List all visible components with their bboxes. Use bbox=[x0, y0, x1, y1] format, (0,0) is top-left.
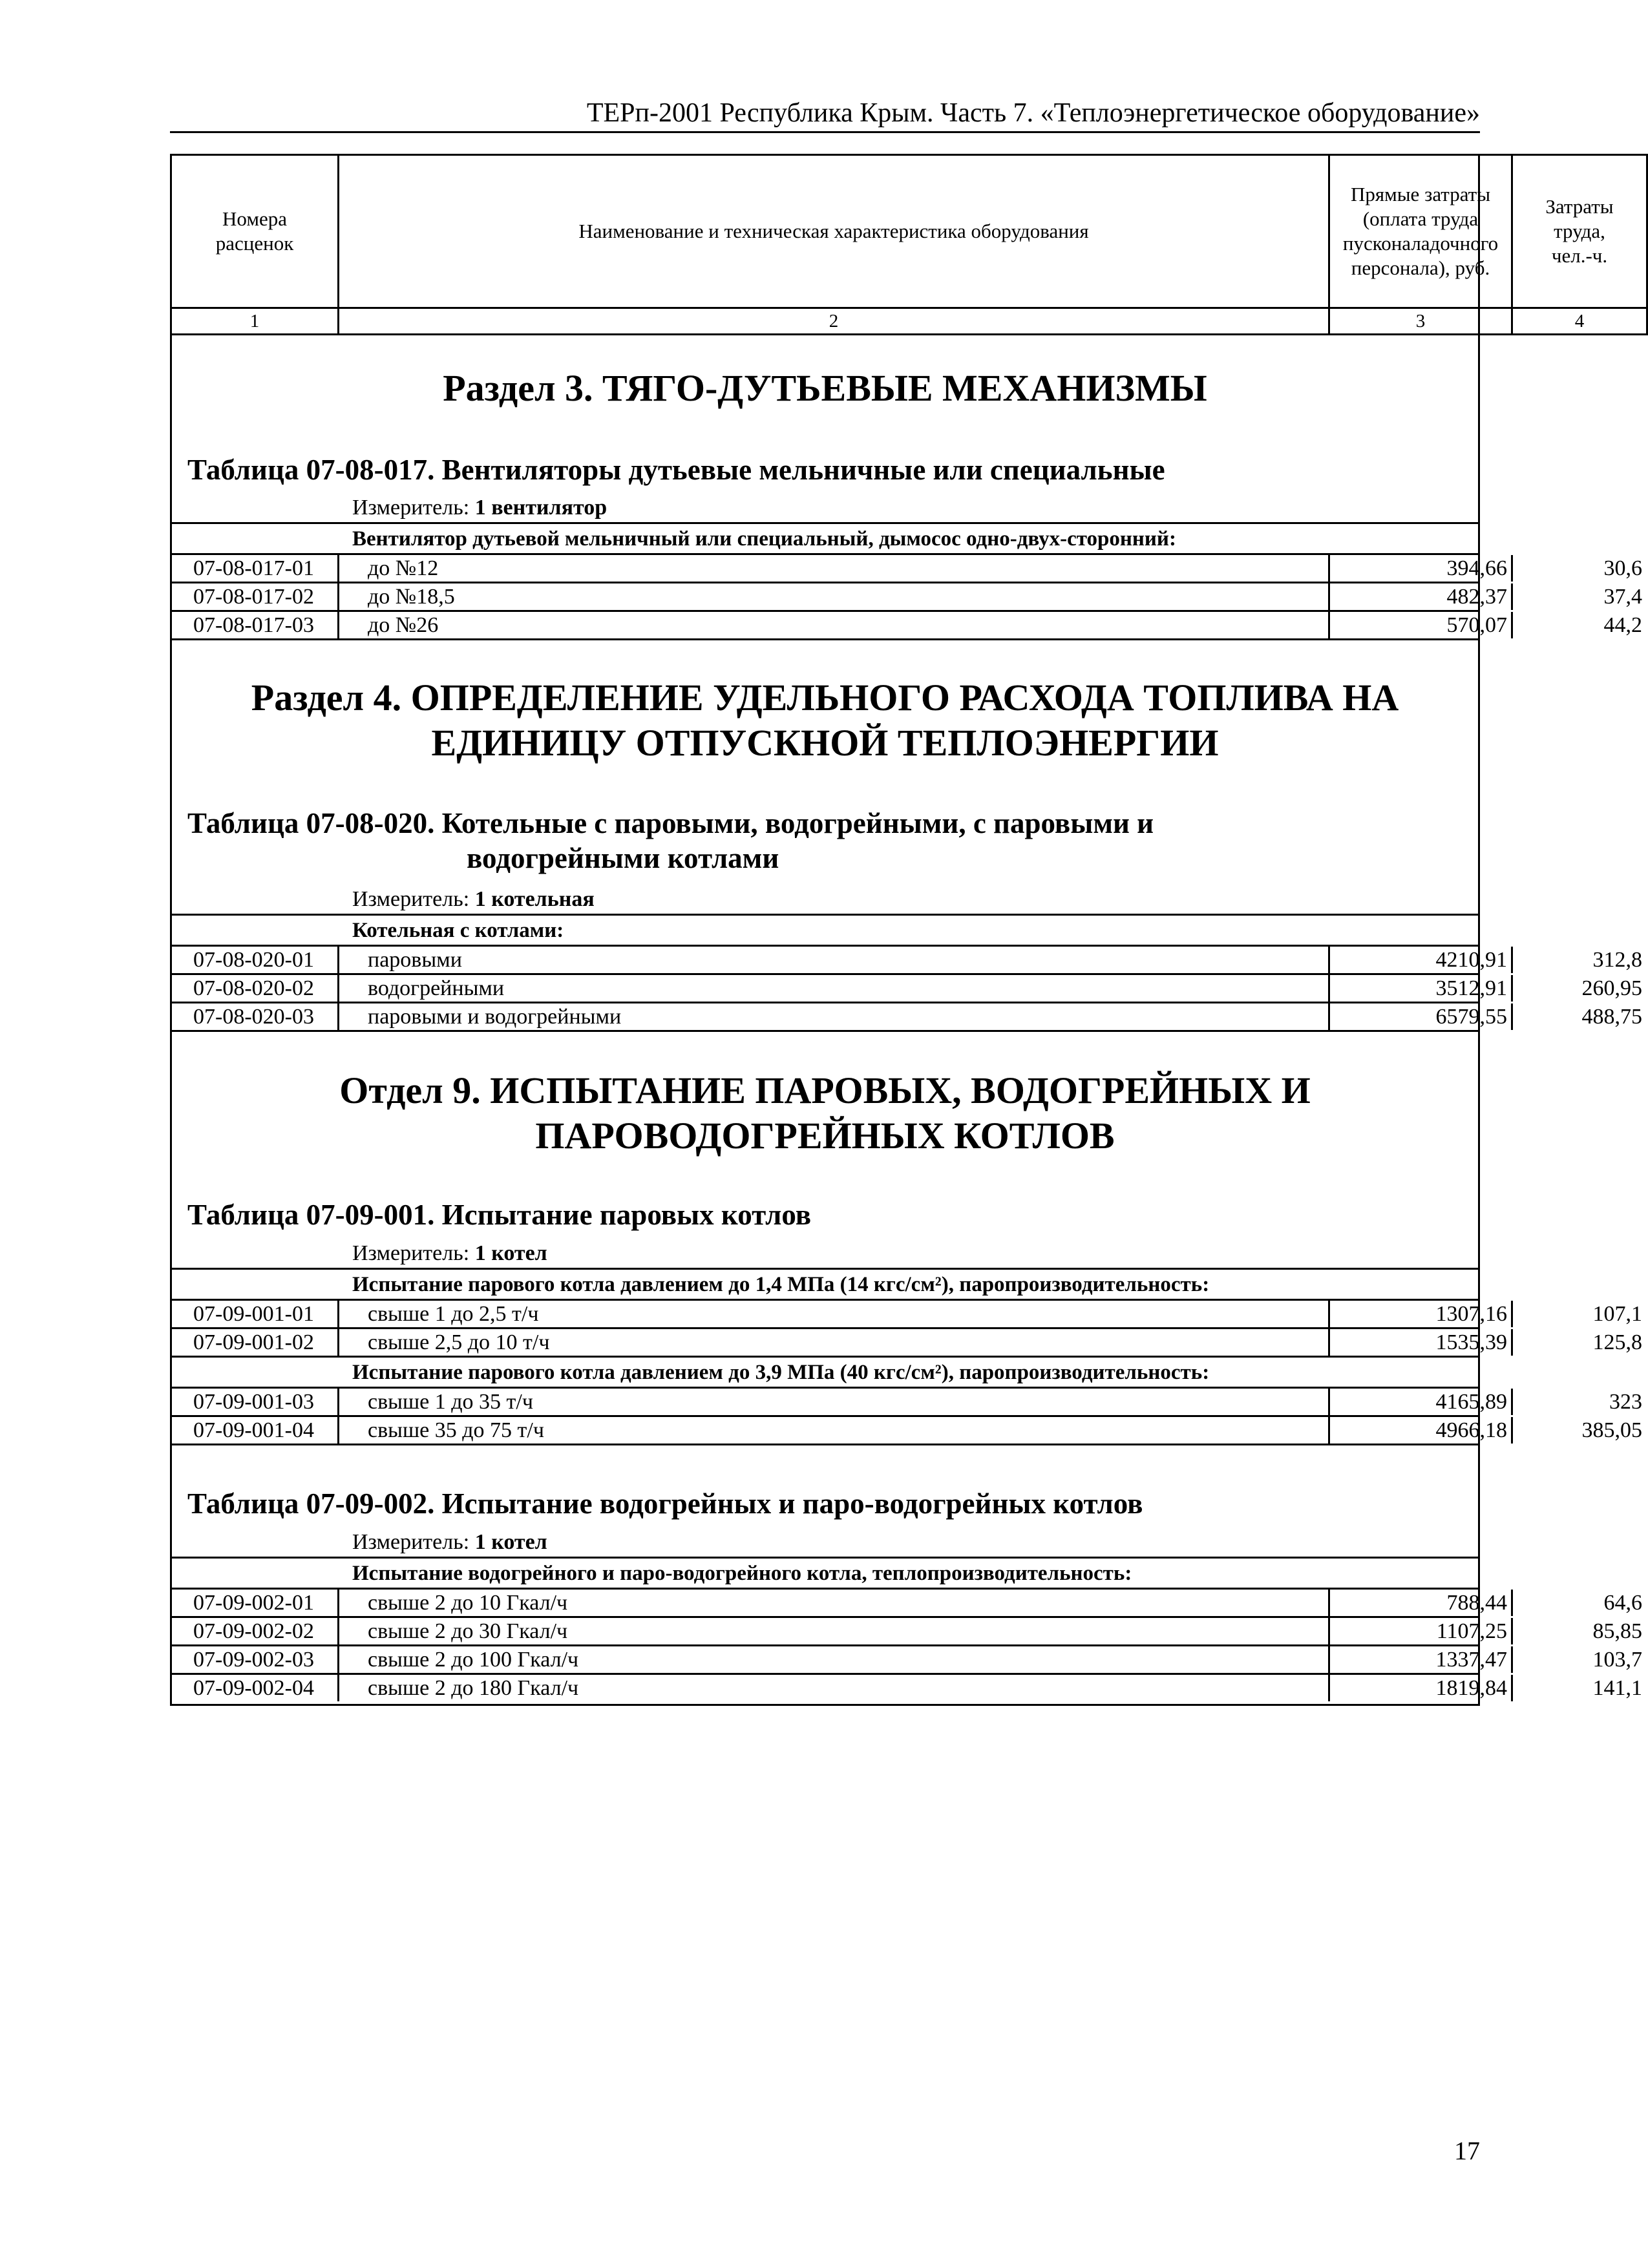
section-4-title-line1: Раздел 4. ОПРЕДЕЛЕНИЕ УДЕЛЬНОГО РАСХОДА ТОПЛИВА НА bbox=[251, 677, 1399, 719]
row-labor: 323 bbox=[1609, 1390, 1642, 1414]
table-002-title: Таблица 07-09-002. Испытание водогрейных и паро-водогрейных котлов bbox=[187, 1487, 1143, 1520]
rule bbox=[170, 1268, 1480, 1270]
row-code: 07-08-020-01 bbox=[170, 947, 339, 973]
table-row bbox=[170, 583, 1642, 612]
row-cost: 1819,84 bbox=[1330, 1675, 1513, 1701]
rule bbox=[170, 1557, 1480, 1559]
running-header: ТЕРп-2001 Республика Крым. Часть 7. «Теплоэнергетическое оборудование» bbox=[586, 98, 1480, 128]
row-labor: 64,6 bbox=[1603, 1591, 1642, 1615]
row-labor: 312,8 bbox=[1592, 948, 1642, 972]
row-name: до №18,5 bbox=[339, 583, 1330, 610]
row-labor: 488,75 bbox=[1581, 1005, 1642, 1029]
row-code: 07-08-017-02 bbox=[170, 583, 339, 610]
table-001-group-2: Испытание парового котла давлением до 3,9 МПа (40 кгс/см²), паропроизводительность: bbox=[352, 1361, 1210, 1384]
table-020-title bbox=[187, 806, 1474, 876]
table-row bbox=[170, 1675, 1642, 1704]
table-row bbox=[170, 1329, 1642, 1358]
row-labor: 30,6 bbox=[1603, 556, 1642, 580]
row-labor: 37,4 bbox=[1603, 585, 1642, 609]
table-002-group: Испытание водогрейного и паро-водогрейного котла, теплопроизводительность: bbox=[352, 1562, 1132, 1585]
row-code: 07-08-017-03 bbox=[170, 612, 339, 638]
otdel-9-title-line1: Отдел 9. ИСПЫТАНИЕ ПАРОВЫХ, ВОДОГРЕЙНЫХ И bbox=[339, 1069, 1311, 1111]
row-name: до №12 bbox=[339, 555, 1330, 582]
section-3-title: Раздел 3. ТЯГО-ДУТЬЕВЫЕ МЕХАНИЗМЫ bbox=[443, 367, 1207, 409]
table-row bbox=[170, 1618, 1642, 1646]
table-001-group-1: Испытание парового котла давлением до 1,4 МПа (14 кгс/см²), паропроизводительность: bbox=[352, 1273, 1210, 1296]
measure-label: Измеритель: bbox=[352, 496, 470, 520]
table-001-measure bbox=[352, 1241, 547, 1266]
table-row bbox=[170, 1389, 1642, 1417]
table-row bbox=[170, 1646, 1642, 1675]
col-number-2: 2 bbox=[339, 309, 1330, 335]
table-017-measure bbox=[352, 495, 607, 521]
row-code: 07-09-001-03 bbox=[170, 1389, 339, 1415]
table-row bbox=[170, 1590, 1642, 1618]
col-header-codes-text: Номера расценок bbox=[215, 207, 294, 255]
row-cost: 1337,47 bbox=[1330, 1646, 1513, 1673]
row-cost: 1307,16 bbox=[1330, 1301, 1513, 1327]
row-code: 07-08-017-01 bbox=[170, 555, 339, 582]
row-code: 07-09-001-04 bbox=[170, 1417, 339, 1444]
row-cost: 570,07 bbox=[1330, 612, 1513, 638]
rule bbox=[170, 914, 1480, 916]
otdel-9-title-line2: ПАРОВОДОГРЕЙНЫХ КОТЛОВ bbox=[535, 1115, 1115, 1157]
row-labor: 385,05 bbox=[1581, 1418, 1642, 1442]
row-labor: 103,7 bbox=[1592, 1648, 1642, 1672]
row-name: водогрейными bbox=[339, 975, 1330, 1002]
measure-value: 1 вентилятор bbox=[474, 496, 607, 520]
col-number-3: 3 bbox=[1330, 309, 1513, 335]
col-header-name bbox=[339, 154, 1330, 309]
row-code: 07-09-001-02 bbox=[170, 1329, 339, 1356]
table-row bbox=[170, 947, 1642, 975]
row-labor: 260,95 bbox=[1581, 976, 1642, 1000]
row-labor: 141,1 bbox=[1592, 1676, 1642, 1700]
row-cost: 1107,25 bbox=[1330, 1618, 1513, 1644]
row-name: свыше 2 до 100 Гкал/ч bbox=[339, 1646, 1330, 1673]
row-name: свыше 35 до 75 т/ч bbox=[339, 1417, 1330, 1444]
rule bbox=[170, 522, 1480, 524]
row-cost: 394,66 bbox=[1330, 555, 1513, 582]
col-number-4: 4 bbox=[1513, 309, 1648, 335]
table-020-title-line2: водогрейными котлами bbox=[467, 842, 779, 874]
row-code: 07-09-002-03 bbox=[170, 1646, 339, 1673]
table-020-title-line1: Таблица 07-08-020. Котельные с паровыми, водогрейными, с паровыми и bbox=[187, 807, 1154, 839]
row-name: свыше 2 до 10 Гкал/ч bbox=[339, 1590, 1330, 1616]
table-row bbox=[170, 1417, 1642, 1445]
row-name: свыше 2 до 30 Гкал/ч bbox=[339, 1618, 1330, 1644]
table-row bbox=[170, 612, 1642, 640]
measure-value: 1 котел bbox=[474, 1530, 547, 1554]
table-020-group: Котельная с котлами: bbox=[352, 919, 564, 942]
row-name: свыше 1 до 2,5 т/ч bbox=[339, 1301, 1330, 1327]
row-cost: 1535,39 bbox=[1330, 1329, 1513, 1356]
col-header-codes bbox=[170, 154, 339, 309]
header-rule bbox=[170, 131, 1480, 133]
row-labor: 107,1 bbox=[1592, 1302, 1642, 1326]
table-017-group: Вентилятор дутьевой мельничный или специальный, дымосос одно-двух-сторонний: bbox=[352, 527, 1176, 551]
col-header-cost bbox=[1330, 154, 1513, 309]
row-name: свыше 1 до 35 т/ч bbox=[339, 1389, 1330, 1415]
row-name: до №26 bbox=[339, 612, 1330, 638]
row-code: 07-09-001-01 bbox=[170, 1301, 339, 1327]
table-020-measure bbox=[352, 887, 595, 912]
table-row bbox=[170, 975, 1642, 1003]
measure-label: Измеритель: bbox=[352, 1241, 470, 1265]
row-cost: 4966,18 bbox=[1330, 1417, 1513, 1444]
row-code: 07-08-020-02 bbox=[170, 975, 339, 1002]
row-labor: 125,8 bbox=[1592, 1330, 1642, 1354]
col-number-1: 1 bbox=[170, 309, 339, 335]
row-name: свыше 2,5 до 10 т/ч bbox=[339, 1329, 1330, 1356]
row-name: паровыми bbox=[339, 947, 1330, 973]
row-code: 07-09-002-02 bbox=[170, 1618, 339, 1644]
row-cost: 482,37 bbox=[1330, 583, 1513, 610]
row-labor: 44,2 bbox=[1603, 613, 1642, 637]
row-cost: 3512,91 bbox=[1330, 975, 1513, 1002]
page-number: 17 bbox=[1454, 2136, 1480, 2165]
table-002-measure bbox=[352, 1529, 547, 1555]
row-code: 07-09-002-04 bbox=[170, 1675, 339, 1701]
row-code: 07-08-020-03 bbox=[170, 1003, 339, 1030]
row-cost: 4165,89 bbox=[1330, 1389, 1513, 1415]
row-name: свыше 2 до 180 Гкал/ч bbox=[339, 1675, 1330, 1701]
row-cost: 4210,91 bbox=[1330, 947, 1513, 973]
table-row bbox=[170, 1301, 1642, 1329]
measure-label: Измеритель: bbox=[352, 1530, 470, 1554]
measure-value: 1 котельная bbox=[474, 887, 595, 911]
table-001-title: Таблица 07-09-001. Испытание паровых котлов bbox=[187, 1199, 812, 1231]
table-row bbox=[170, 1003, 1642, 1032]
row-labor: 85,85 bbox=[1592, 1619, 1642, 1643]
row-code: 07-09-002-01 bbox=[170, 1590, 339, 1616]
col-header-labor-text: Затраты труда, чел.-ч. bbox=[1545, 195, 1614, 267]
col-header-cost-text: Прямые затраты (оплата труда пусконаладочного персонала), руб. bbox=[1342, 183, 1499, 279]
measure-label: Измеритель: bbox=[352, 887, 470, 911]
row-cost: 788,44 bbox=[1330, 1590, 1513, 1616]
measure-value: 1 котел bbox=[474, 1241, 547, 1265]
col-header-name-text: Наименование и техническая характеристика оборудования bbox=[578, 220, 1089, 242]
table-row bbox=[170, 555, 1642, 583]
row-name: паровыми и водогрейными bbox=[339, 1003, 1330, 1030]
section-4-title-line2: ЕДИНИЦУ ОТПУСКНОЙ ТЕПЛОЭНЕРГИИ bbox=[431, 722, 1219, 764]
col-header-labor bbox=[1513, 154, 1648, 309]
row-cost: 6579,55 bbox=[1330, 1003, 1513, 1030]
table-017-title: Таблица 07-08-017. Вентиляторы дутьевые мельничные или специальные bbox=[187, 454, 1165, 486]
